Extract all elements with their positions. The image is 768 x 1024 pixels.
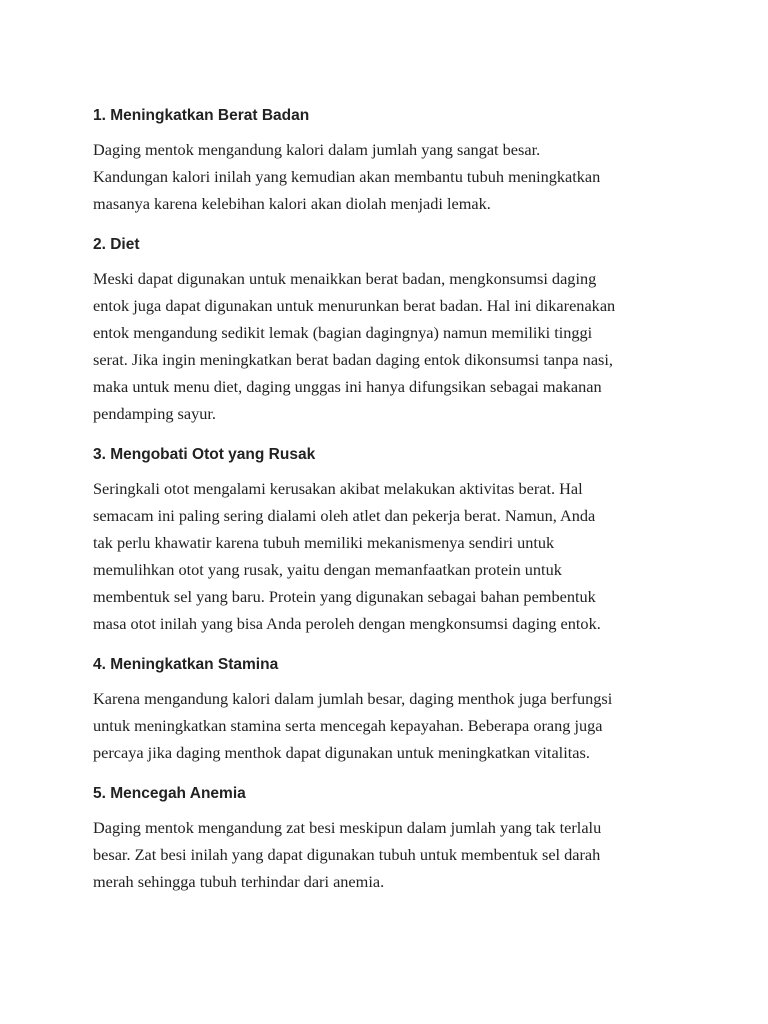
paragraph-line: Daging mentok mengandung zat besi meskipun dalam jumlah yang tak terlalu <box>93 818 602 837</box>
section-1 <box>93 104 683 217</box>
section-2 <box>93 233 683 427</box>
paragraph-line: memulihkan otot yang rusak, yaitu dengan memanfaatkan protein untuk <box>93 560 562 579</box>
section-heading: 2. Diet <box>93 236 140 253</box>
section-paragraph <box>93 475 683 637</box>
paragraph-line: merah sehingga tubuh terhindar dari anemia. <box>93 872 385 891</box>
section-paragraph <box>93 265 683 427</box>
paragraph-line: serat. Jika ingin meningkatkan berat badan daging entok dikonsumsi tanpa nasi, <box>93 350 613 369</box>
paragraph-line: besar. Zat besi inilah yang dapat digunakan tubuh untuk membentuk sel darah <box>93 845 601 864</box>
paragraph-line: maka untuk menu diet, daging unggas ini hanya difungsikan sebagai makanan <box>93 377 602 396</box>
paragraph-line: semacam ini paling sering dialami oleh atlet dan pekerja berat. Namun, Anda <box>93 506 596 525</box>
paragraph-line: entok mengandung sedikit lemak (bagian dagingnya) namun memiliki tinggi <box>93 323 593 342</box>
paragraph-line: Daging mentok mengandung kalori dalam jumlah yang sangat besar. <box>93 140 541 159</box>
paragraph-line: percaya jika daging menthok dapat digunakan untuk meningkatkan vitalitas. <box>93 743 590 762</box>
section-heading: 3. Mengobati Otot yang Rusak <box>93 446 316 463</box>
section-4 <box>93 653 683 766</box>
paragraph-line: tak perlu khawatir karena tubuh memiliki mekanismenya sendiri untuk <box>93 533 555 552</box>
document-page <box>93 104 683 895</box>
paragraph-line: entok juga dapat digunakan untuk menurunkan berat badan. Hal ini dikarenakan <box>93 296 616 315</box>
section-heading: 1. Meningkatkan Berat Badan <box>93 107 310 124</box>
paragraph-line: Kandungan kalori inilah yang kemudian akan membantu tubuh meningkatkan <box>93 167 601 186</box>
section-paragraph <box>93 136 683 217</box>
paragraph-line: membentuk sel yang baru. Protein yang digunakan sebagai bahan pembentuk <box>93 587 596 606</box>
section-heading: 4. Meningkatkan Stamina <box>93 656 279 673</box>
paragraph-line: untuk meningkatkan stamina serta mencegah kepayahan. Beberapa orang juga <box>93 716 603 735</box>
section-paragraph <box>93 814 683 895</box>
section-heading: 5. Mencegah Anemia <box>93 785 246 802</box>
section-paragraph <box>93 685 683 766</box>
paragraph-line: Karena mengandung kalori dalam jumlah besar, daging menthok juga berfungsi <box>93 689 613 708</box>
section-3 <box>93 443 683 637</box>
section-5 <box>93 782 683 895</box>
paragraph-line: Seringkali otot mengalami kerusakan akibat melakukan aktivitas berat. Hal <box>93 479 583 498</box>
paragraph-line: pendamping sayur. <box>93 404 216 423</box>
paragraph-line: Meski dapat digunakan untuk menaikkan berat badan, mengkonsumsi daging <box>93 269 597 288</box>
paragraph-line: masa otot inilah yang bisa Anda peroleh dengan mengkonsumsi daging entok. <box>93 614 601 633</box>
paragraph-line: masanya karena kelebihan kalori akan diolah menjadi lemak. <box>93 194 491 213</box>
